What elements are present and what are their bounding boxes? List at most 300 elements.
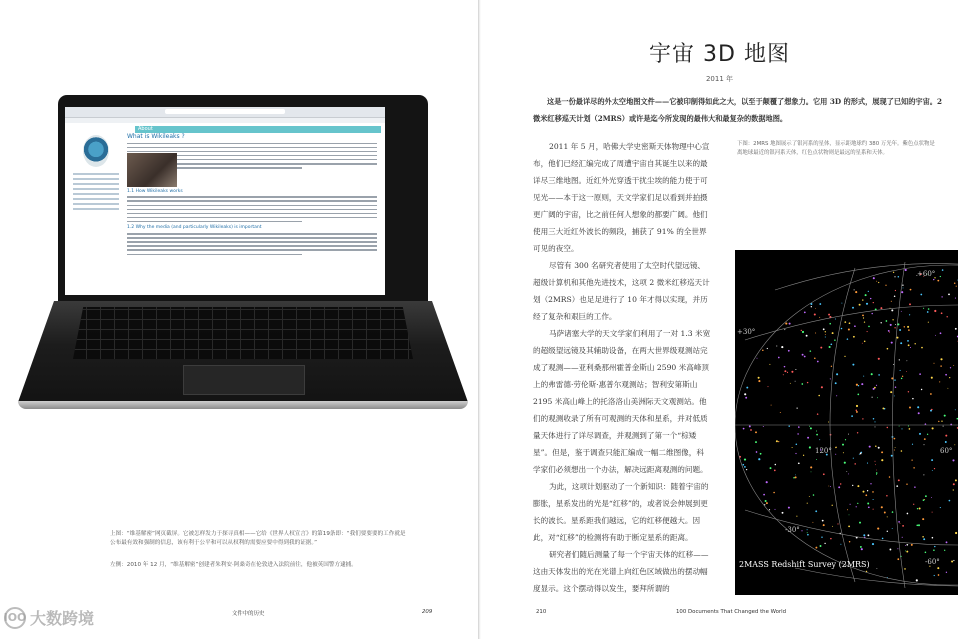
- body-paragraph: 尽管有 300 名研究者使用了太空时代望远镜、超级计算机和其他先进技术，这项 2 微米红移巡天计划（2MRS）也足足进行了 10 年才得以实现，并历经了复杂和艰巨的工作。: [533, 261, 710, 321]
- galaxy-dot: [913, 467, 914, 468]
- galaxy-dot: [809, 496, 810, 497]
- galaxy-dot: [901, 450, 903, 452]
- galaxy-dot: [880, 307, 882, 309]
- galaxy-dot: [825, 331, 826, 332]
- galaxy-dot: [856, 411, 858, 413]
- galaxy-dot: [828, 422, 829, 423]
- galaxy-dot: [807, 529, 808, 530]
- galaxy-dot: [830, 538, 832, 540]
- watermark-text: 大数跨境: [30, 609, 95, 628]
- galaxy-dot: [899, 329, 901, 331]
- watermark: [4, 606, 94, 629]
- galaxy-dot: [945, 435, 947, 437]
- galaxy-dot: [949, 377, 950, 378]
- galaxy-dot: [955, 532, 957, 534]
- galaxy-dot: [758, 458, 760, 460]
- galaxy-dot: [853, 458, 854, 459]
- galaxy-dot: [768, 386, 769, 387]
- wiki-heading: What is Wikileaks ?: [127, 133, 185, 140]
- galaxy-dot: [878, 358, 880, 360]
- hourglass-logo-icon: [83, 135, 109, 167]
- galaxy-dot: [860, 452, 862, 454]
- galaxy-dot: [801, 530, 802, 531]
- galaxy-dot: [918, 412, 920, 414]
- galaxy-dot: [775, 464, 777, 466]
- galaxy-dot: [886, 495, 888, 497]
- galaxy-dot: [832, 505, 833, 506]
- galaxy-dot: [784, 366, 786, 368]
- galaxy-dot: [842, 444, 844, 446]
- galaxy-dot: [851, 415, 853, 417]
- galaxy-dot: [810, 466, 812, 468]
- galaxy-dot: [763, 426, 764, 427]
- galaxy-dot: [912, 444, 913, 445]
- galaxy-dot: [791, 371, 793, 373]
- sky-map-graphic: [735, 250, 958, 595]
- galaxy-dot: [821, 386, 823, 388]
- galaxy-dot: [917, 508, 918, 509]
- galaxy-dot: [953, 489, 954, 490]
- laptop-base-edge: [18, 401, 468, 409]
- galaxy-dot: [875, 464, 876, 465]
- galaxy-dot: [849, 541, 850, 542]
- galaxy-dot: [867, 463, 868, 464]
- galaxy-dot: [953, 560, 954, 561]
- galaxy-dot: [903, 287, 904, 288]
- galaxy-dot: [743, 428, 745, 430]
- galaxy-dot: [866, 303, 868, 305]
- galaxy-dot: [837, 523, 838, 524]
- galaxy-dot: [795, 453, 796, 454]
- galaxy-dot: [882, 538, 884, 540]
- galaxy-dot: [802, 331, 804, 333]
- galaxy-dot: [931, 377, 933, 379]
- galaxy-dot: [815, 332, 816, 333]
- galaxy-dot: [890, 391, 892, 393]
- galaxy-dot: [878, 282, 879, 283]
- galaxy-dot: [809, 446, 811, 448]
- galaxy-dot: [931, 409, 933, 411]
- page-title: 宇宙 3D 地图: [649, 42, 790, 67]
- galaxy-dot: [867, 331, 868, 332]
- galaxy-dot: [868, 291, 869, 292]
- galaxy-dot: [921, 389, 922, 390]
- galaxy-dot: [838, 486, 840, 488]
- galaxy-dot: [886, 320, 888, 322]
- galaxy-dot: [750, 429, 752, 431]
- galaxy-dot: [758, 377, 760, 379]
- galaxy-dot: [890, 324, 892, 326]
- galaxy-dot: [898, 479, 900, 481]
- galaxy-dot: [898, 521, 900, 523]
- galaxy-dot: [907, 360, 908, 361]
- galaxy-dot: [773, 492, 775, 494]
- galaxy-dot: [795, 381, 796, 382]
- galaxy-dot: [908, 391, 909, 392]
- galaxy-dot: [814, 313, 816, 315]
- galaxy-dot: [835, 319, 836, 320]
- galaxy-dot: [846, 471, 847, 472]
- galaxy-dot: [788, 350, 790, 352]
- galaxy-dot: [854, 325, 856, 327]
- galaxy-dot: [804, 356, 806, 358]
- galaxy-dot: [891, 342, 893, 344]
- galaxy-dot: [898, 276, 900, 278]
- galaxy-dot: [891, 309, 893, 311]
- galaxy-dot: [904, 568, 906, 570]
- galaxy-dot: [865, 494, 867, 496]
- galaxy-dot: [831, 366, 832, 367]
- galaxy-dot: [847, 509, 848, 510]
- skymap-caption: 下图：2MRS 地图展示了银河系的星体，显示距地球约 380 万光年。紫色点状物是离地球最近的银河系天体，红色点状物则是最远的星系和天体。: [737, 141, 935, 156]
- galaxy-dot: [815, 308, 816, 309]
- galaxy-dot: [849, 514, 850, 515]
- galaxy-dot: [856, 410, 858, 412]
- wiki-subheading-1: 1.1 How Wikileaks works: [127, 188, 183, 194]
- galaxy-dot: [947, 388, 948, 389]
- galaxy-dot: [859, 304, 861, 306]
- galaxy-dot: [878, 374, 880, 376]
- galaxy-dot: [904, 326, 905, 327]
- running-footer-title: 文件中的历史: [232, 611, 265, 617]
- laptop-illustration: [18, 95, 468, 413]
- galaxy-dot: [906, 371, 907, 372]
- galaxy-dot: [850, 504, 851, 505]
- galaxy-dot: [867, 534, 869, 536]
- galaxy-dot: [819, 439, 820, 440]
- galaxy-dot: [945, 374, 947, 376]
- galaxy-dot: [867, 503, 869, 505]
- galaxy-dot: [853, 336, 855, 338]
- galaxy-dot: [795, 474, 796, 475]
- galaxy-dot: [953, 365, 954, 366]
- galaxy-dot: [814, 358, 816, 360]
- galaxy-dot: [830, 343, 832, 345]
- galaxy-dot: [951, 560, 953, 562]
- galaxy-dot: [785, 323, 787, 325]
- galaxy-dot: [902, 525, 904, 527]
- galaxy-dot: [848, 525, 850, 527]
- galaxy-dot: [892, 511, 894, 513]
- galaxy-dot: [870, 483, 871, 484]
- galaxy-dot: [876, 472, 878, 474]
- galaxy-dot: [844, 356, 845, 357]
- galaxy-dot: [776, 440, 778, 442]
- galaxy-dot: [810, 350, 812, 352]
- galaxy-dot: [797, 433, 798, 434]
- galaxy-dot: [908, 344, 910, 346]
- galaxy-dot: [911, 544, 913, 546]
- body-paragraph: 研究者们随后测量了每一个宇宙天体的红移——这由天体发出的光在光谱上向红色区域做出的摆动幅度显示。这个摆动得以发生，要拜所谓的: [533, 550, 709, 593]
- galaxy-dot: [901, 291, 903, 293]
- galaxy-dot: [796, 444, 798, 446]
- galaxy-dot: [780, 412, 781, 413]
- grid-label-plus60: +60°: [917, 270, 936, 278]
- galaxy-dot: [873, 499, 874, 500]
- galaxy-dot: [899, 359, 900, 360]
- galaxy-dot: [766, 502, 768, 504]
- galaxy-dot: [852, 307, 854, 309]
- galaxy-dot: [817, 413, 819, 415]
- galaxy-dot: [902, 537, 903, 538]
- galaxy-dot: [860, 546, 862, 548]
- galaxy-dot: [877, 528, 879, 530]
- galaxy-dot: [744, 466, 746, 468]
- galaxy-dot: [955, 328, 957, 330]
- browser-address-bar: [165, 109, 285, 114]
- galaxy-dot: [906, 483, 907, 484]
- galaxy-dot: [796, 516, 797, 517]
- galaxy-dot: [946, 572, 947, 573]
- galaxy-dot: [795, 476, 797, 478]
- galaxy-dot: [872, 313, 873, 314]
- galaxy-dot: [793, 477, 795, 479]
- galaxy-dot: [908, 425, 909, 426]
- galaxy-dot: [881, 506, 883, 508]
- galaxy-dot: [891, 377, 893, 379]
- galaxy-dot: [894, 276, 895, 277]
- galaxy-dot: [819, 317, 820, 318]
- galaxy-dot: [955, 298, 956, 299]
- galaxy-dot: [835, 454, 836, 455]
- galaxy-dot: [873, 418, 875, 420]
- galaxy-dot: [946, 541, 948, 543]
- galaxy-dot: [755, 441, 757, 443]
- galaxy-dot: [778, 441, 779, 442]
- galaxy-dot: [868, 506, 870, 508]
- galaxy-dot: [895, 386, 896, 387]
- running-footer-book-title: 100 Documents That Changed the World: [676, 609, 787, 615]
- galaxy-dot: [869, 446, 871, 448]
- galaxy-dot: [857, 432, 858, 433]
- galaxy-dot: [897, 558, 899, 560]
- galaxy-dot: [795, 369, 796, 370]
- galaxy-dot: [844, 321, 846, 323]
- galaxy-dot: [889, 332, 890, 333]
- grid-label-minus60: -60°: [925, 558, 940, 566]
- wiki-content: [127, 127, 377, 258]
- galaxy-dot: [830, 378, 831, 379]
- galaxy-dot: [820, 545, 822, 547]
- galaxy-dot: [889, 476, 891, 478]
- galaxy-dot: [894, 295, 896, 297]
- galaxy-dot: [841, 328, 843, 330]
- redshift-sky-map: [735, 250, 958, 595]
- wiki-nav-list: [71, 173, 121, 210]
- galaxy-dot: [766, 481, 768, 483]
- grid-label-120: 120°: [815, 447, 832, 455]
- galaxy-dot: [816, 434, 818, 436]
- body-column: [533, 138, 711, 597]
- galaxy-dot: [953, 483, 955, 485]
- galaxy-dot: [760, 453, 762, 455]
- galaxy-dot: [874, 421, 875, 422]
- galaxy-dot: [949, 500, 951, 502]
- galaxy-dot: [901, 428, 902, 429]
- galaxy-dot: [755, 431, 757, 433]
- galaxy-dot: [820, 347, 822, 349]
- galaxy-dot: [782, 512, 784, 514]
- galaxy-dot: [830, 486, 831, 487]
- galaxy-dot: [887, 348, 889, 350]
- galaxy-dot: [823, 524, 825, 526]
- galaxy-dot: [901, 378, 903, 380]
- galaxy-dot: [862, 299, 863, 300]
- galaxy-dot: [801, 383, 803, 385]
- galaxy-dot: [817, 361, 819, 363]
- galaxy-dot: [948, 293, 950, 295]
- galaxy-dot: [921, 347, 923, 349]
- galaxy-dot: [925, 552, 927, 554]
- galaxy-dot: [938, 574, 940, 576]
- galaxy-dot: [914, 486, 916, 488]
- body-paragraph: 2011 年 5 月，哈佛大学史密斯天体物理中心宣布，他们已经汇编完成了周遭宇宙自其诞生以来的最详尽三维地图。近红外光穿透干扰尘埃的能力使于可见光——本于这一原则，天文学家们足以看到并拍摄更广阔的宇宙，比之前任何人想象的都要广阔。他们使用三大近红外波长的频段，捕获了 91% 的全世界可见的夜空。: [533, 142, 710, 253]
- galaxy-dot: [932, 427, 934, 429]
- galaxy-dot: [818, 395, 820, 397]
- galaxy-dot: [778, 357, 780, 359]
- galaxy-dot: [914, 343, 915, 344]
- galaxy-dot: [863, 317, 864, 318]
- galaxy-dot: [873, 302, 874, 303]
- galaxy-dot: [909, 303, 911, 305]
- galaxy-dot: [749, 425, 751, 427]
- galaxy-dot: [899, 426, 900, 427]
- galaxy-dot: [811, 306, 812, 307]
- galaxy-dot: [797, 408, 798, 409]
- galaxy-dot: [955, 409, 956, 410]
- galaxy-dot: [884, 512, 886, 514]
- body-paragraph: 为此，这项计划驱动了一个新知识：随着宇宙的膨胀，星系发出的光是“红移”的，或者说会伸展到更长的波长。星系距我们越远，它的红移便越大。因此，对“红移”的检测将有助于断定星系的距离。: [533, 482, 709, 542]
- galaxy-dot: [954, 283, 955, 284]
- galaxy-dot: [894, 438, 896, 440]
- galaxy-dot: [935, 335, 936, 336]
- galaxy-dot: [803, 455, 804, 456]
- galaxy-dot: [887, 427, 888, 428]
- galaxy-dot: [801, 330, 802, 331]
- galaxy-dot: [894, 449, 895, 450]
- galaxy-dot: [939, 381, 940, 382]
- galaxy-dot: [872, 491, 874, 493]
- galaxy-dot: [771, 405, 772, 406]
- galaxy-dot: [856, 405, 858, 407]
- galaxy-dot: [870, 298, 871, 299]
- galaxy-dot: [923, 538, 925, 540]
- galaxy-dot: [832, 526, 833, 527]
- galaxy-dot: [806, 335, 808, 337]
- galaxy-dot: [894, 327, 895, 328]
- galaxy-dot: [945, 441, 947, 443]
- galaxy-dot: [798, 462, 800, 464]
- galaxy-dot: [873, 509, 874, 510]
- galaxy-dot: [865, 294, 867, 296]
- galaxy-dot: [922, 536, 924, 538]
- wiki-subheading-2: 1.2 Why the media (and particularly Wikileaks) is important: [127, 225, 262, 231]
- galaxy-dot: [784, 370, 786, 372]
- galaxy-dot: [863, 491, 865, 493]
- galaxy-dot: [923, 474, 924, 475]
- grid-label-minus30: -30°: [785, 526, 800, 534]
- galaxy-dot: [819, 303, 821, 305]
- galaxy-dot: [854, 289, 855, 290]
- galaxy-dot: [956, 286, 957, 287]
- galaxy-dot: [825, 336, 826, 337]
- galaxy-dot: [872, 397, 873, 398]
- galaxy-dot: [940, 507, 941, 508]
- galaxy-dot: [938, 421, 939, 422]
- galaxy-dot: [927, 434, 928, 435]
- grid-label-plus30: +30°: [737, 328, 756, 336]
- galaxy-dot: [867, 490, 868, 491]
- galaxy-dot: [882, 407, 884, 409]
- galaxy-dot: [849, 322, 851, 324]
- galaxy-dot: [934, 575, 935, 576]
- galaxy-dot: [928, 322, 929, 323]
- galaxy-dot: [770, 467, 772, 469]
- left-page: [0, 0, 478, 639]
- galaxy-dot: [840, 544, 841, 545]
- galaxy-dot: [940, 365, 941, 366]
- galaxy-dot: [916, 524, 918, 526]
- galaxy-dot: [790, 383, 791, 384]
- page-number-right: 210: [536, 609, 547, 615]
- galaxy-dot: [941, 421, 942, 422]
- galaxy-dot: [933, 549, 935, 551]
- galaxy-dot: [776, 346, 777, 347]
- galaxy-dot: [932, 537, 934, 539]
- galaxy-dot: [848, 328, 850, 330]
- galaxy-dot: [861, 383, 863, 385]
- galaxy-dot: [857, 485, 859, 487]
- galaxy-dot: [864, 321, 865, 322]
- galaxy-dot: [767, 348, 768, 349]
- galaxy-dot: [924, 499, 925, 500]
- galaxy-dot: [845, 439, 846, 440]
- galaxy-dot: [823, 328, 825, 330]
- galaxy-dot: [812, 522, 813, 523]
- galaxy-dot: [881, 451, 883, 453]
- galaxy-dot: [857, 503, 858, 504]
- galaxy-dot: [781, 346, 783, 348]
- galaxy-dot: [828, 314, 830, 316]
- galaxy-dot: [905, 269, 907, 271]
- galaxy-dot: [909, 314, 910, 315]
- galaxy-dot: [897, 548, 898, 549]
- browser-toolbar: [65, 107, 385, 118]
- galaxy-dot: [868, 326, 870, 328]
- galaxy-dot: [950, 367, 951, 368]
- galaxy-dot: [944, 550, 945, 551]
- galaxy-dot: [824, 543, 825, 544]
- galaxy-dot: [924, 438, 926, 440]
- galaxy-dot: [887, 531, 888, 532]
- galaxy-dot: [925, 495, 927, 497]
- galaxy-dot: [907, 326, 909, 328]
- galaxy-dot: [894, 379, 895, 380]
- galaxy-dot: [821, 536, 822, 537]
- galaxy-dot: [932, 470, 933, 471]
- galaxy-dot: [910, 289, 912, 291]
- intro-paragraph: 这是一份最详尽的外太空地图文件——它被印制得如此之大，以至于颠覆了想象力。它用 3D 的形式，展现了已知的宇宙。2 微米红移巡天计划（2MRS）或许是迄今所发现的最伟大和最复杂的数据地图。: [533, 97, 942, 123]
- galaxy-dot: [927, 311, 929, 313]
- page-year: 2011 年: [705, 75, 734, 83]
- galaxy-dot: [862, 418, 863, 419]
- galaxy-dot: [832, 332, 834, 334]
- watermark-logo-icon: IOO: [4, 607, 26, 629]
- galaxy-dot: [887, 516, 888, 517]
- galaxy-dot: [885, 285, 886, 286]
- galaxy-dot: [919, 433, 921, 435]
- laptop-screen: [65, 107, 385, 295]
